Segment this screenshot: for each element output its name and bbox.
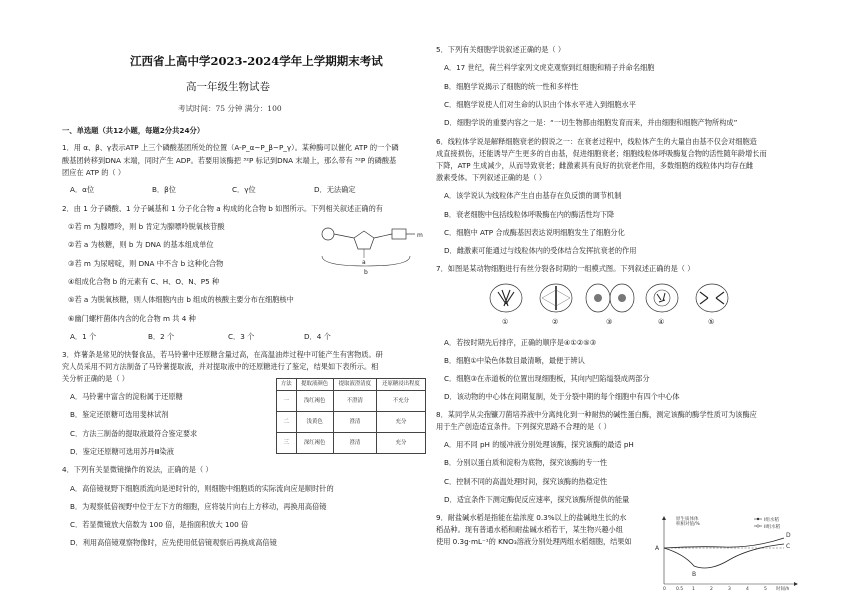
- q4-stem: 4．下列有关显微镜操作的说法，正确的是（ ）: [62, 465, 213, 474]
- table-header: 提取液澄清度: [333, 379, 376, 391]
- exam-subtitle: 高一年级生物试卷: [186, 81, 270, 93]
- table-header: 提取液颜色: [296, 379, 333, 391]
- label-b: b: [364, 269, 368, 276]
- x-tick: 2: [710, 587, 713, 592]
- q7-option-a[interactable]: A．若按时期先后排序，正确的顺序是④①②⑤③: [444, 338, 597, 347]
- q8-option-a[interactable]: A．用不同 pH 的缓冲液分别处理该酶，探究该酶的最适 pH: [444, 440, 634, 449]
- q2-option-c[interactable]: C．3 个: [228, 332, 255, 341]
- point-label-d: D: [786, 532, 791, 539]
- q2-statement-3: ③若 m 为尿嘧啶，则 DNA 中不含 b 这种化合物: [68, 259, 224, 268]
- label-a: a: [362, 259, 366, 266]
- x-tick: 5: [764, 587, 767, 592]
- cell-label: ⑤: [708, 318, 715, 326]
- q9-graph: [654, 514, 804, 592]
- cell-1: [490, 284, 522, 312]
- table-row: [277, 391, 426, 412]
- q3-line1: 3．炸薯条是常见的快餐食品，若马铃薯中还原糖含量过高，在高温油炸过程中可能产生有害物质。研: [62, 350, 383, 359]
- x-tick: 3: [728, 587, 731, 592]
- table-cell: 充分: [376, 412, 425, 433]
- q7-stem: 7．如图是某动物细胞进行有丝分裂各时期的一组模式图。下列叙述正确的是（ ）: [436, 264, 695, 273]
- q1-option-d[interactable]: D．无法确定: [314, 185, 356, 194]
- cell-label: ②: [552, 318, 559, 326]
- x-tick: 0.5: [676, 587, 684, 592]
- q6-line2: 成直接损伤，还能诱导产生更多的自由基，促进细胞衰老；细胞线粒体呼吸酶复合物的活性随年龄增长而: [436, 149, 767, 158]
- q2-statement-5: ⑤若 a 为脱氧核糖，则人体细胞内由 b 组成的核酸主要分布在细胞核中: [68, 295, 294, 304]
- exam-meta: 考试时间：75 分钟 满分：100: [178, 104, 282, 113]
- pentose-pentagon: [354, 231, 374, 249]
- point-label-c: C: [786, 543, 791, 550]
- q3-option-d[interactable]: D．鉴定还原糖可选用苏丹Ⅲ染液: [70, 447, 174, 456]
- q9-line2: 稻品种。现有普通水稻和耐盐碱水稻若干，某生物兴趣小组: [436, 525, 623, 534]
- q2-stem: 2．由 1 分子磷酸、1 分子碱基和 1 分子化合物 a 构成的化合物 b 如图所示。下列相关叙述正确的有: [62, 204, 383, 213]
- q7-option-d[interactable]: D．该动物的中心体在间期复制，处于分裂中期的每个细胞中有四个中心体: [444, 392, 680, 401]
- q8-line2: 用于生产创造适宜条件。下列探究思路不合理的是（ ）: [436, 422, 611, 431]
- phosphate-circle: [322, 228, 334, 240]
- label-m: m: [417, 232, 423, 239]
- q9-line1: 9．耐盐碱水稻是指能在盐浓度 0.3%以上的盐碱地生长的水: [436, 513, 627, 522]
- q1-option-a[interactable]: A．α位: [70, 185, 95, 194]
- q2-statement-4: ④组成化合物 b 的元素有 C、H、O、N、P5 种: [68, 277, 220, 286]
- table-cell: 深红褐色: [296, 433, 333, 454]
- q3-option-a[interactable]: A．马铃薯中富含的淀粉属于还原糖: [70, 392, 183, 401]
- q5-option-c[interactable]: C．细胞学说使人们对生命的认识由个体水平进入到细胞水平: [444, 100, 636, 109]
- q2-option-d[interactable]: D．4 个: [304, 332, 331, 341]
- q2-option-a[interactable]: A．1 个: [70, 332, 97, 341]
- x-axis-label: 时间/h: [776, 587, 790, 592]
- table-cell: 浅红褐色: [296, 391, 333, 412]
- table-cell: 澄清: [333, 412, 376, 433]
- base-rectangle: [392, 229, 406, 239]
- point-label-b: B: [692, 571, 697, 578]
- q3-option-b[interactable]: B．鉴定还原糖可选用斐林试剂: [70, 410, 169, 419]
- q1-line1: 1．用 α、β、γ表示ATP 上三个磷酸基团所处的位置（A-P_α~P_β~P_γ）。某种酶可以催化 ATP 的一个磷: [62, 143, 399, 152]
- cell-4: [646, 284, 678, 312]
- q6-option-c[interactable]: C．细胞中 ATP 合成酶基因表达说明细胞发生了细胞分化: [444, 228, 625, 237]
- q9-line3: 使用 0.3g·mL⁻¹的 KNO₃溶液分别处理两组水稻细胞，结果如: [436, 537, 632, 546]
- point-label-a: A: [655, 545, 660, 552]
- q1-option-c[interactable]: C．γ位: [232, 185, 256, 194]
- q4-option-c[interactable]: C．若显微镜放大倍数为 100 倍，是指面积放大 100 倍: [70, 520, 249, 529]
- nucleotide-diagram: [320, 216, 430, 276]
- table-header-row: [277, 379, 426, 391]
- cell-label: ③: [606, 318, 613, 326]
- table-cell: 浅黄色: [296, 412, 333, 433]
- q6-line4: 激素受体。下列叙述正确的是（ ）: [436, 173, 547, 182]
- exam-title: 江西省上高中学2023-2024学年上学期期末考试: [130, 54, 383, 68]
- table-cell: 一: [277, 391, 297, 412]
- x-tick: 1: [692, 587, 695, 592]
- q8-option-d[interactable]: D．适宜条件下测定酶促反应速率，探究该酶所提供的能量: [444, 495, 630, 504]
- q5-option-a[interactable]: A．17 世纪，荷兰科学家列文虎克观察到红细胞和精子并命名细胞: [444, 63, 655, 72]
- q2-option-b[interactable]: B．2 个: [148, 332, 175, 341]
- q8-option-c[interactable]: C．控制不同的高温处理时间，探究该酶的热稳定性: [444, 477, 608, 486]
- q4-option-b[interactable]: B．为观察低倍视野中位于左下方的细胞，应将装片向右上方移动，再换用高倍镜: [70, 502, 327, 511]
- section-heading: 一、单选题（共12小题，每题2分共24分）: [62, 126, 205, 135]
- q5-option-b[interactable]: B．细胞学说揭示了细胞的统一性和多样性: [444, 82, 579, 91]
- q3-line2: 究人员采用不同方法制备了马铃薯提取液，并对提取液中的还原糖进行了鉴定，结果如下表所示。相: [62, 362, 379, 371]
- table-cell: 二: [277, 412, 297, 433]
- q7-option-b[interactable]: B．细胞①中染色体数目最清晰，最便于辨认: [444, 356, 585, 365]
- q6-line3: 下降，ATP 生成减少，从而导致衰老；雌激素具有良好的抗衰老作用，多数细胞的线粒体内均存在雌: [436, 161, 754, 170]
- table-cell: 充分: [376, 433, 425, 454]
- table-row: [277, 433, 426, 454]
- table-cell: 三: [277, 433, 297, 454]
- q1-line2: 酸基团转移到DNA 末端，同时产生 ADP。若要用该酶把 ³²P 标记到DNA 末端上，那么带有 ³²P 的磷酸基: [62, 156, 397, 165]
- table-row: [277, 412, 426, 433]
- q8-option-b[interactable]: B．分别以蛋白质和淀粉为底物，探究该酶的专一性: [444, 458, 608, 467]
- q4-option-a[interactable]: A．高倍镜视野下细胞质流向是逆时针的，则细胞中细胞质的实际流向应是顺时针的: [70, 484, 334, 493]
- cell-5: [696, 284, 728, 312]
- brace: [322, 256, 410, 266]
- cell-label: ①: [502, 318, 509, 326]
- table-header: 方法: [277, 379, 297, 391]
- mitosis-diagram: [486, 280, 736, 328]
- curve-group-2: [664, 544, 784, 568]
- table-cell: 澄清: [333, 433, 376, 454]
- table-header: 还原糖浸出程度: [376, 379, 425, 391]
- q5-stem: 5．下列有关细胞学说叙述正确的是（ ）: [436, 45, 566, 54]
- q3-option-c[interactable]: C．方法三制备的提取液最符合鉴定要求: [70, 429, 198, 438]
- q6-option-b[interactable]: B．衰老细胞中包括线粒体呼吸酶在内的酶活性均下降: [444, 210, 615, 219]
- q6-line1: 6．线粒体学说是解释细胞衰老的假说之一：在衰老过程中，线粒体产生的大量自由基不仅会对细胞造: [436, 137, 757, 146]
- q6-option-d[interactable]: D．雌激素可能通过与线粒体内的受体结合发挥抗衰老的作用: [444, 246, 637, 255]
- q3-line3: 关分析正确的是（ ）: [62, 374, 129, 383]
- q2-statement-6: ⑥幽门螺杆菌体内含的化合物 m 共 4 种: [68, 314, 196, 323]
- q2-statement-1: ①若 m 为腺嘌呤，则 b 肯定为腺嘌呤脱氧核苷酸: [68, 222, 225, 231]
- legend-group-1: I组水稻: [764, 518, 779, 523]
- cell-label: ④: [658, 318, 665, 326]
- q3-table: [276, 378, 426, 454]
- q1-option-b[interactable]: B．β位: [152, 185, 176, 194]
- q7-option-c[interactable]: C．细胞③在赤道板的位置出现细胞板，其向内凹陷缢裂成两部分: [444, 374, 650, 383]
- q5-option-d[interactable]: D．细胞学说的重要内容之一是：“一切生物都由细胞发育而来，并由细胞和细胞产物所构成”: [444, 118, 738, 127]
- y-axis-label: 积相对值/%: [676, 522, 700, 527]
- x-tick: 4: [746, 587, 749, 592]
- q6-option-a[interactable]: A．该学说认为线粒体产生自由基存在负反馈的调节机制: [444, 191, 622, 200]
- q8-line1: 8．某同学从尖孢镰刀菌培养液中分离纯化到一种耐热的碱性蛋白酶，测定该酶的酶学性质可为该酶应: [436, 410, 757, 419]
- table-cell: 不澄清: [333, 391, 376, 412]
- x-tick: 0: [663, 587, 666, 592]
- y-axis-label: 原生质体体: [676, 517, 699, 522]
- q2-statement-2: ②若 a 为核糖，则 b 为 DNA 的基本组成单位: [68, 240, 214, 249]
- legend-group-2: II组水稻: [764, 525, 781, 530]
- table-cell: 不充分: [376, 391, 425, 412]
- q4-option-d[interactable]: D．利用高倍镜观察物像时，应先使用低倍镜观察后再换成高倍镜: [70, 538, 277, 547]
- q1-line3: 团应在 ATP 的（ ）: [62, 168, 126, 177]
